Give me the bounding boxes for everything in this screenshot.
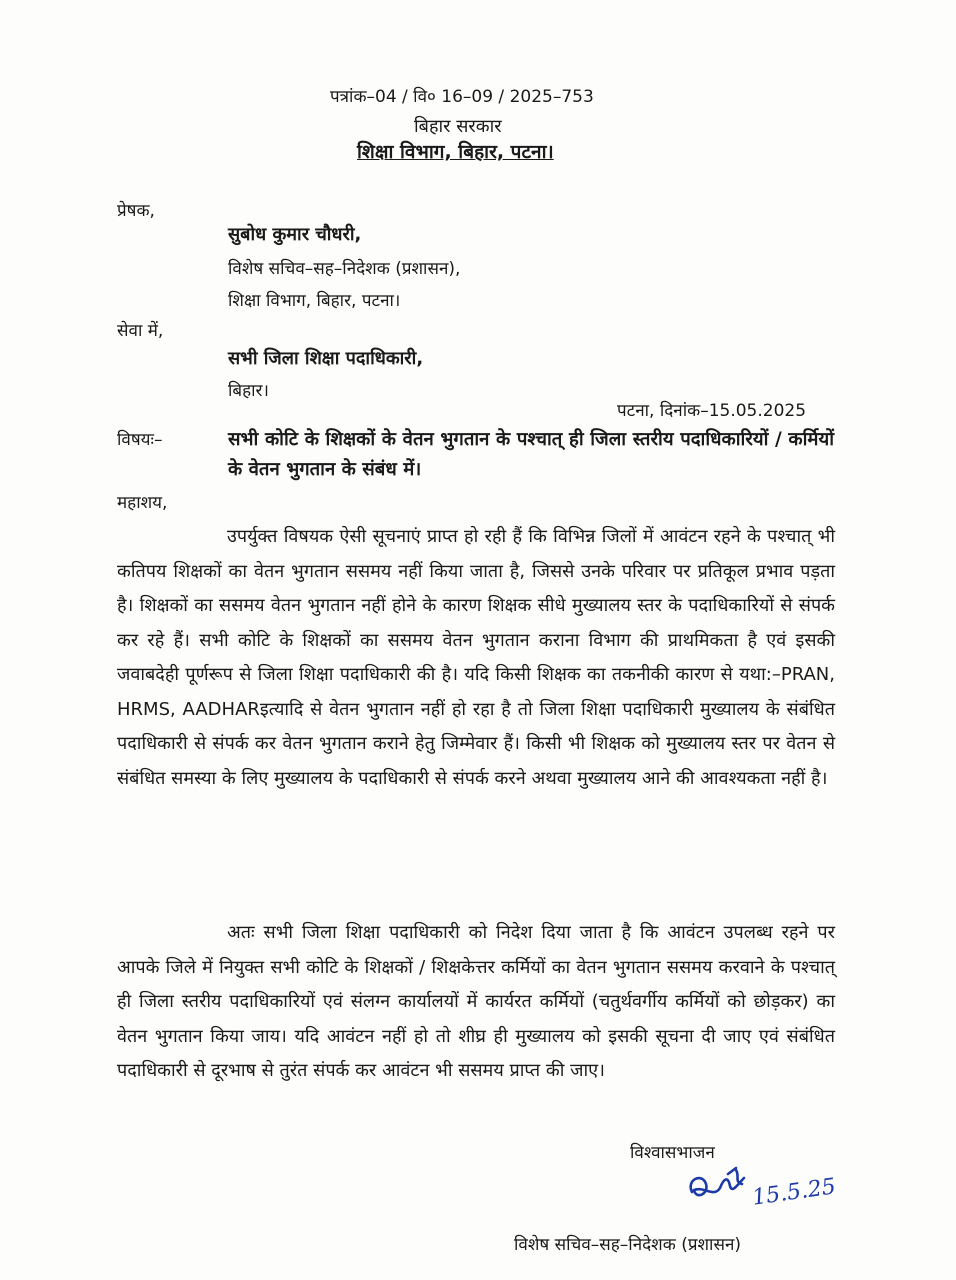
handwritten-date: 15.5.25 — [750, 1174, 838, 1211]
sender-label: प्रेषक, — [117, 201, 155, 221]
government-name: बिहार सरकार — [414, 116, 502, 137]
signatory-designation: विशेष सचिव–सह–निदेशक (प्रशासन) — [514, 1235, 742, 1255]
handwritten-signature — [684, 1162, 754, 1212]
salutation: महाशय, — [117, 493, 168, 513]
sender-designation: विशेष सचिव–सह–निदेशक (प्रशासन), — [228, 259, 461, 279]
recipient-place: बिहार। — [228, 381, 269, 401]
subject-label: विषयः– — [117, 430, 163, 450]
reference-number: पत्रांक–04 / वि० 16–09 / 2025–753 — [330, 87, 594, 107]
recipient-label: सेवा में, — [117, 321, 164, 341]
body-paragraph-1: उपर्युक्त विषयक ऐसी सूचनाएं प्राप्त हो रही हैं कि विभिन्न जिलों में आवंटन रहने के पश्चात् भी कतिपय शिक्षकों का वेतन भुगतान ससमय नहीं किया जाता है, जिससे उनके परिवार पर प्रतिकूल प्रभाव पड़ता है। शिक्षकों का ससमय वेतन भुगतान नहीं होने के कारण शिक्षक सीधे मुख्यालय स्तर के पदाधिकारियों से संपर्क कर रहे हैं। सभी कोटि के शिक्षकों का ससमय वेतन भुगतान कराना विभाग की प्राथमिकता है एवं इसकी जवाबदेही पूर्णरूप से जिला शिक्षा पदाधिकारी की है। यदि किसी शिक्षक का तकनीकी कारण से यथा:–PRAN, HRMS, AADHARइत्यादि से वेतन भुगतान नहीं हो रहा है तो जिला शिक्षा पदाधिकारी मुख्यालय के संबंधित पदाधिकारी से संपर्क कर वेतन भुगतान कराने हेतु जिम्मेवार हैं। किसी भी शिक्षक को मुख्यालय स्तर पर वेतन से संबंधित समस्या के लिए मुख्यालय के पदाधिकारी से संपर्क करने अथवा मुख्यालय आने की आवश्यकता नहीं है। — [117, 526, 835, 789]
letter-date: पटना, दिनांक–15.05.2025 — [617, 401, 807, 421]
sender-name: सुबोध कुमार चौधरी, — [228, 224, 362, 245]
recipient-name: सभी जिला शिक्षा पदाधिकारी, — [228, 348, 424, 369]
department-heading: शिक्षा विभाग, बिहार, पटना। — [357, 141, 554, 163]
closing-phrase: विश्वासभाजन — [630, 1143, 715, 1163]
sender-department: शिक्षा विभाग, बिहार, पटना। — [228, 291, 401, 311]
subject-text: सभी कोटि के शिक्षकों के वेतन भुगतान के पश्चात् ही जिला स्तरीय पदाधिकारियों / कर्मियों के वेतन भुगतान के संबंध में। — [228, 429, 834, 480]
body-paragraph-2: अतः सभी जिला शिक्षा पदाधिकारी को निदेश दिया जाता है कि आवंटन उपलब्ध रहने पर आपके जिले में नियुक्त सभी कोटि के शिक्षकों / शिक्षकेत्तर कर्मियों का वेतन भुगतान ससमय करवाने के पश्चात् ही जिला स्तरीय पदाधिकारियों एवं संलग्न कार्यालयों में कार्यरत कर्मियों (चतुर्थवर्गीय कर्मियों को छोड़कर) का वेतन भुगतान किया जाय। यदि आवंटन नहीं हो तो शीघ्र ही मुख्यालय को इसकी सूचना दी जाए एवं संबंधित पदाधिकारी से दूरभाष से तुरंत संपर्क कर आवंटन भी ससमय प्राप्त की जाए। — [117, 922, 835, 1081]
